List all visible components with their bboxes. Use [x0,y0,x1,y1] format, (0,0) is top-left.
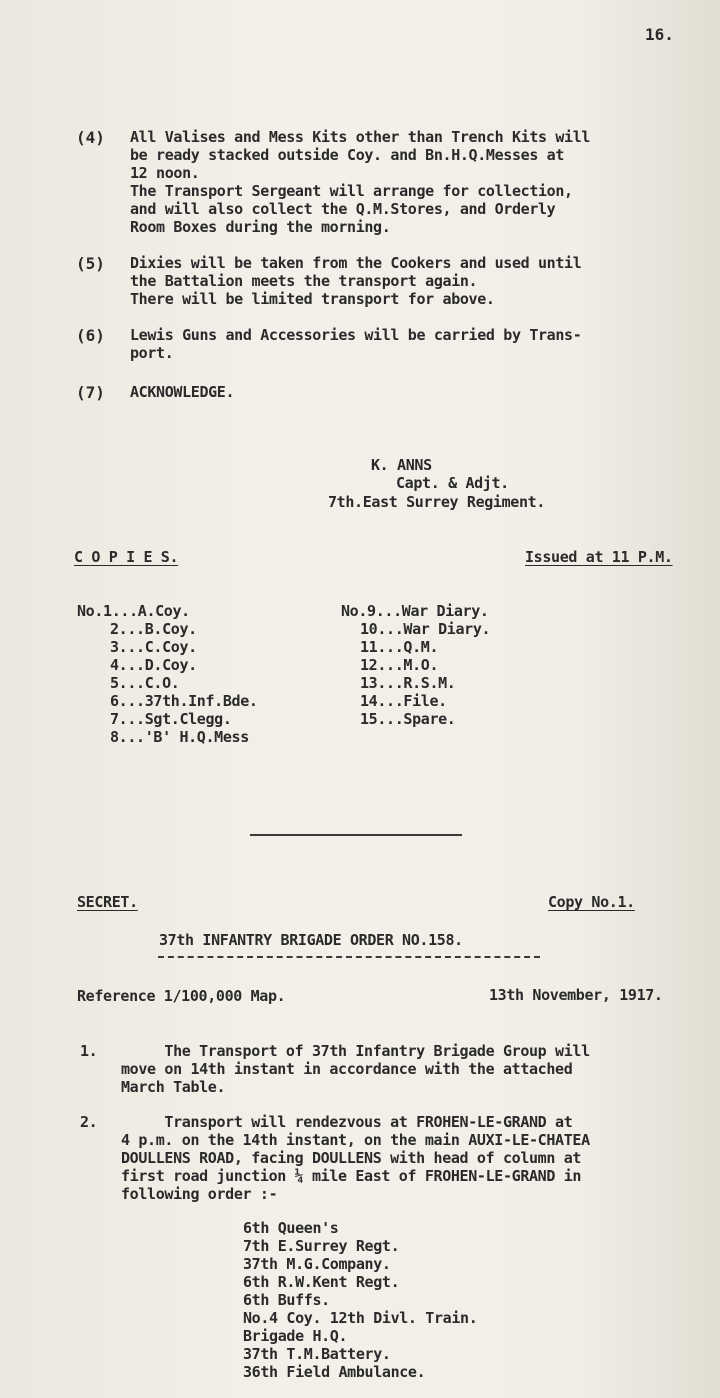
paragraph-line: move on 14th instant in accordance with the attached [121,1060,573,1078]
issued-time: Issued at 11 P.M. [525,548,673,566]
copy-entry: 7...Sgt.Clegg. [110,710,232,728]
paragraph-line: March Table. [121,1078,226,1096]
map-reference: Reference 1/100,000 Map. [77,987,286,1005]
copy-entry: 11...Q.M. [360,638,439,656]
copy-entry: No.1...A.Coy. [77,602,190,620]
point-number: (4) [76,128,105,147]
secret-label: SECRET. [77,893,138,911]
copy-entry: 3...C.Coy. [110,638,197,656]
paragraph-line: first road junction ¼ mile East of FROHEN-LE-GRAND in [121,1167,582,1185]
section-separator [250,834,462,836]
march-order-item: 37th M.G.Company. [243,1255,391,1273]
paragraph-line: DOULLENS ROAD, facing DOULLENS with head of column at [121,1149,582,1167]
copy-entry: No.9...War Diary. [341,602,489,620]
point-number: (6) [76,326,105,345]
paragraph-number: 2. [80,1113,98,1131]
march-order-item: 6th Buffs. [243,1291,330,1309]
paragraph-line: The Transport of 37th Infantry Brigade Group will [121,1042,590,1060]
copy-entry: 4...D.Coy. [110,656,197,674]
point-line: Lewis Guns and Accessories will be carried by Trans- [130,326,582,344]
march-order-item: Brigade H.Q. [243,1327,348,1345]
point-line: and will also collect the Q.M.Stores, and Orderly [130,200,556,218]
point-line: Room Boxes during the morning. [130,218,391,236]
signature-rank: Capt. & Adjt. [396,474,509,492]
point-line: There will be limited transport for above. [130,290,495,308]
order-title: 37th INFANTRY BRIGADE ORDER NO.158. [159,931,463,949]
march-order-item: 6th Queen's [243,1219,339,1237]
point-number: (5) [76,254,105,273]
paragraph-number: 1. [80,1042,98,1060]
copy-entry: 2...B.Coy. [110,620,197,638]
point-number: (7) [76,383,105,402]
copy-entry: 5...C.O. [110,674,180,692]
point-line: ACKNOWLEDGE. [130,383,235,401]
paragraph-line: following order :- [121,1185,278,1203]
page-number: 16. [645,25,674,44]
signature-unit: 7th.East Surrey Regiment. [328,493,546,511]
copy-number: Copy No.1. [548,893,635,911]
copies-heading: C O P I E S. [74,548,179,566]
copy-entry: 12...M.O. [360,656,439,674]
title-underline [158,956,540,958]
point-line: The Transport Sergeant will arrange for collection, [130,182,573,200]
point-line: 12 noon. [130,164,200,182]
point-line: port. [130,344,174,362]
signature-name: K. ANNS [371,456,432,474]
copy-entry: 14...File. [360,692,447,710]
march-order-item: 37th T.M.Battery. [243,1345,391,1363]
point-line: All Valises and Mess Kits other than Trench Kits will [130,128,591,146]
point-line: Dixies will be taken from the Cookers and used until [130,254,582,272]
point-line: the Battalion meets the transport again. [130,272,478,290]
paragraph-line: Transport will rendezvous at FROHEN-LE-GRAND at [121,1113,573,1131]
paragraph-line: 4 p.m. on the 14th instant, on the main AUXI-LE-CHATEA [121,1131,590,1149]
point-line: be ready stacked outside Coy. and Bn.H.Q.Messes at [130,146,565,164]
march-order-item: 36th Field Ambulance. [243,1363,426,1381]
copy-entry: 15...Spare. [360,710,456,728]
march-order-item: No.4 Coy. 12th Divl. Train. [243,1309,478,1327]
order-date: 13th November, 1917. [489,986,663,1004]
march-order-item: 7th E.Surrey Regt. [243,1237,400,1255]
copy-entry: 6...37th.Inf.Bde. [110,692,258,710]
copy-entry: 13...R.S.M. [360,674,456,692]
copy-entry: 8...'B' H.Q.Mess [110,728,249,746]
march-order-item: 6th R.W.Kent Regt. [243,1273,400,1291]
copy-entry: 10...War Diary. [360,620,491,638]
